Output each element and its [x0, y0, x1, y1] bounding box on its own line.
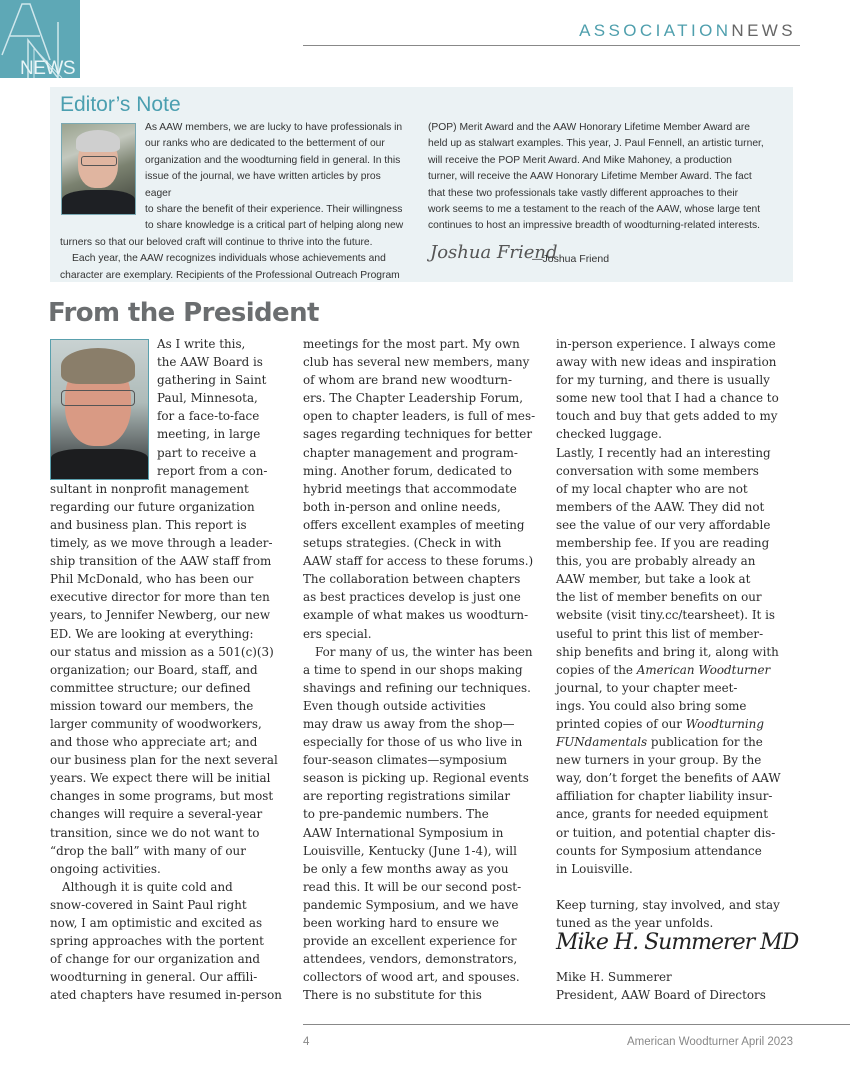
- president-signature: Mike H. Summerer MD: [556, 930, 799, 955]
- publication-title-woodturning: Woodturning: [685, 716, 764, 731]
- editor-byline: —Joshua Friend: [532, 253, 610, 265]
- editors-note-title: Editor’s Note: [60, 93, 181, 116]
- association-news-logo: [0, 0, 80, 78]
- president-column-2: meetings for the most part. My own club has several new members, many of whom are brand new woodturn- ers. The Chapter Leadership Forum, open to chapter leaders, is full of mes- sages regarding techniques for better chapter management and program- ming. Another forum, dedicated to hybrid meetings that accommodate both in-person and online needs, offers excellent examples of meeting setups strategies. (Check in with AAW staff for access to these forums.) The collaboration between chapters as best practices develop is just one example of what makes us woodturn- ers special. For many of us, the winter has been a time to spend in our shops making shavings and refining our techniques. Even though outside activities may draw us away from the shop— especially for those of us who live in four-season climates—symposium season is picking up. Regional events are reporting registrations similar to pre-pandemic numbers. The AAW International Symposium in Louisville, Kentucky (June 1-4), will be only a few months away as you read this. It will be our second post- pandemic Symposium, and we have been working hard to ensure we provide an excellent experience for attendees, vendors, demonstrators, collectors of wood art, and spouses. There is no substitute for this: [303, 337, 536, 1003]
- editors-note-box: [50, 87, 793, 282]
- publication-title-american-woodturner: American Woodturner: [636, 662, 771, 677]
- section-label-association: ASSOCIATION: [579, 21, 732, 40]
- logo-text: NEWS: [20, 58, 75, 78]
- section-label: [579, 21, 796, 41]
- header-divider: [303, 45, 800, 46]
- signer-name: Mike H. Summerer: [556, 970, 672, 985]
- editor-signature: Joshua Friend: [430, 242, 558, 263]
- editors-note-column-1: As AAW members, we are lucky to have professionals in our ranks who are dedicated to the betterment of our organization and the woodturning field in general. In this issue of the journal, we have written articles by pros eager to share the benefit of their experience. Their willingness to share knowledge is a critical part of helping along new turners so that our beloved craft will continue to thrive into the future. Each year, the AAW recognizes individuals whose achievements and character are exemplary. Recipients of the Professional Outreach Program: [60, 122, 404, 281]
- footer-divider: [303, 1024, 850, 1025]
- president-section-title: From the President: [48, 298, 319, 328]
- page-number: 4: [303, 1036, 310, 1048]
- publication-title-fundamentals: FUNdamentals: [556, 735, 648, 750]
- president-column-1: As I write this, the AAW Board is gathering in Saint Paul, Minnesota, for a face-to-face meeting, in large part to receive a report from a con- sultant in nonprofit management regarding our future organization and business plan. This report is timely, as we move through a leader- ship transition of the AAW staff from Phil McDonald, who has been our executive director for more than ten years, to Jennifer Newberg, our new ED. We are looking at everything: our status and mission as a 501(c)(3) organization; our Board, staff, and committee structure; our defined mission toward our members, the larger community of woodworkers, and those who appreciate art; and our business plan for the next several years. We expect there will be initial changes in some programs, but most changes will require a several-year transition, since we do not want to “drop the ball” with many of our ongoing activities. Although it is quite cold and snow-covered in Saint Paul right now, I am optimistic and excited as spring approaches with the portent of change for our organization and woodturning in general. Our affili- ated chapters have resumed in-person: [50, 337, 282, 1003]
- footer-publication: American Woodturner April 2023: [627, 1036, 793, 1048]
- section-label-news: NEWS: [731, 21, 796, 40]
- president-column-3: in-person experience. I always come away with new ideas and inspiration for my turning, and there is usually some new tool that I had a chance to touch and buy that gets added to my checked luggage. Lastly, I recently had an interesting conversation with some members of my local chapter who are not members of the AAW. They did not see the value of our very affordable membership fee. If you are reading this, you are probably already an AAW member, but take a look at the list of member benefits on our website (visit tiny.cc/tearsheet). It is useful to print this list of member- ship benefits and bring it, along with copies of the American Woodturner journal, to your chapter meet- ings. You could also bring some printed copies of our Woodturning FUNdamentals publication for the new turners in your group. By the way, don’t forget the benefits of AAW affiliation for chapter liability insur- ance, grants for needed equipment or tuition, and potential chapter dis- counts for Symposium attendance in Louisville. Keep turning, stay involved, and stay tuned as the year unfolds. Mike H. Summerer President, AAW Board of Directors: [556, 335, 781, 1004]
- signer-title: President, AAW Board of Directors: [556, 988, 766, 1003]
- editors-note-column-2: (POP) Merit Award and the AAW Honorary Lifetime Member Award are held up as stalwart examples. This year, J. Paul Fennell, an artistic turner, will receive the POP Merit Award. And Mike Mahoney, a production turner, will receive the AAW Honorary Lifetime Member Award. The fact that these two professionals take vastly different approaches to their work seems to me a testament to the reach of the AAW, whose large tent continues to host an impressive breadth of woodturning-related interests.: [428, 122, 764, 232]
